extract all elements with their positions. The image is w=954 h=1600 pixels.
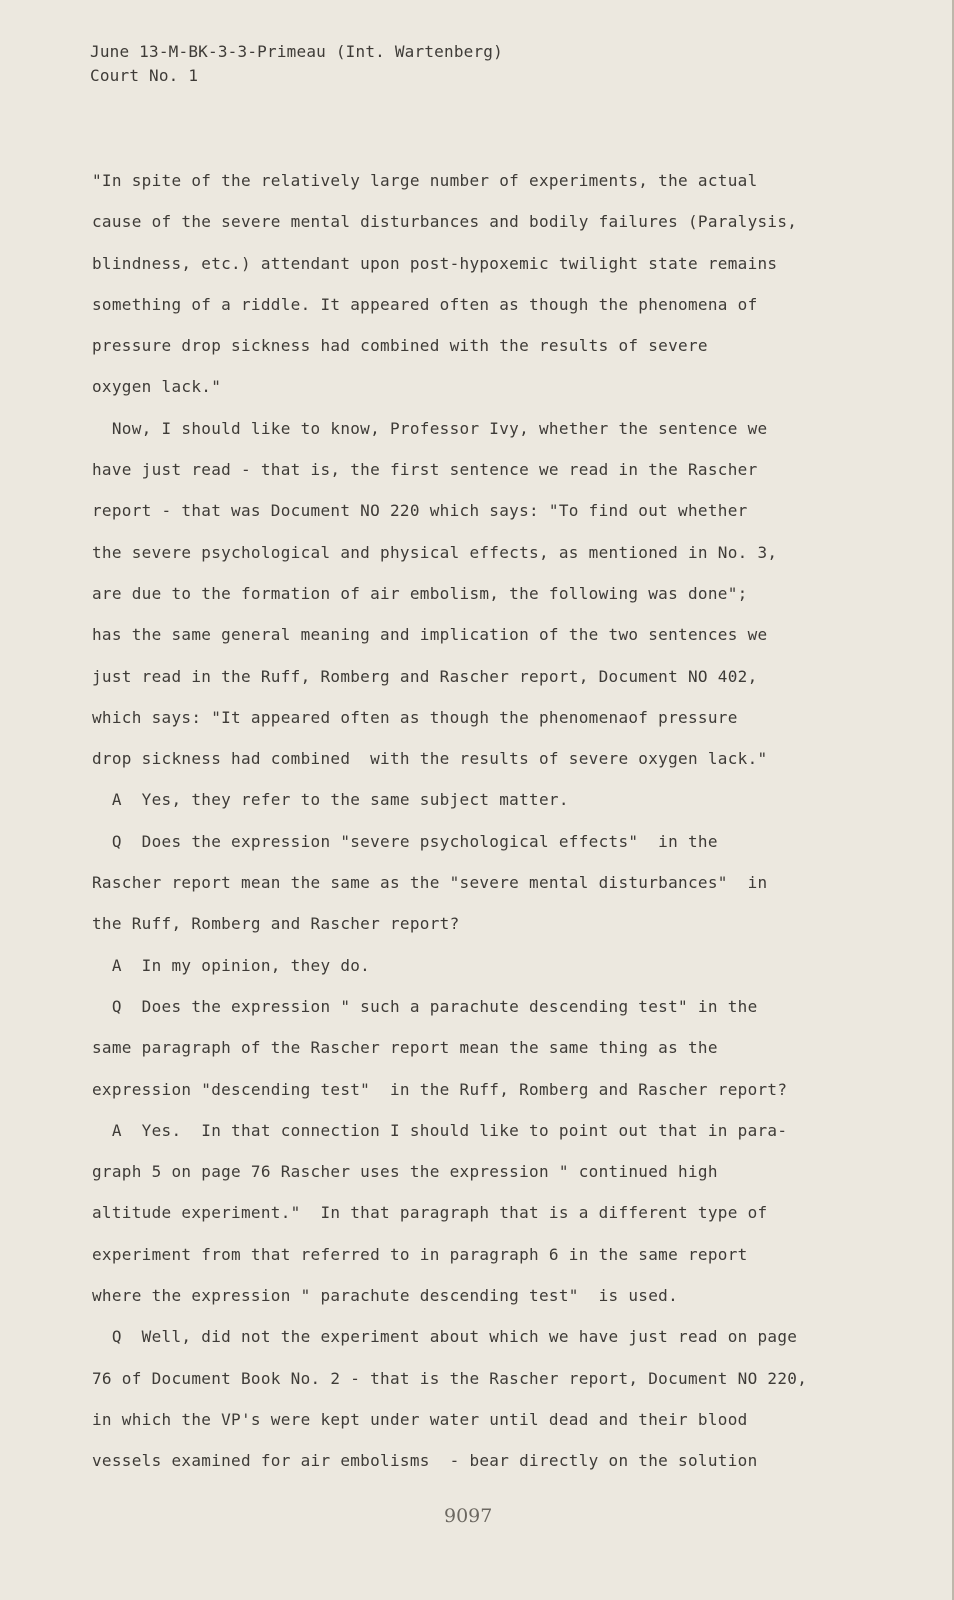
- page-number: 9097: [444, 1505, 493, 1527]
- transcript-line: altitude experiment." In that paragraph that is a different type of: [92, 1203, 768, 1223]
- transcript-line: something of a riddle. It appeared often as though the phenomena of: [92, 294, 758, 314]
- transcript-line: in which the VP's were kept under water until dead and their blood: [92, 1409, 748, 1429]
- transcript-line: have just read - that is, the first sentence we read in the Rascher: [92, 460, 758, 480]
- transcript-line: where the expression " parachute descending test" is used.: [92, 1286, 679, 1306]
- header-session-line: June 13-M-BK-3-3-Primeau (Int. Wartenberg): [90, 42, 503, 61]
- transcript-line: blindness, etc.) attendant upon post-hypoxemic twilight state remains: [92, 253, 778, 273]
- transcript-line: drop sickness had combined with the results of severe oxygen lack.": [92, 749, 768, 769]
- transcript-line: experiment from that referred to in paragraph 6 in the same report: [92, 1244, 748, 1264]
- transcript-line: are due to the formation of air embolism, the following was done";: [92, 583, 748, 603]
- transcript-line: pressure drop sickness had combined with the results of severe: [92, 336, 708, 356]
- transcript-line: which says: "It appeared often as though the phenomenaof pressure: [92, 707, 738, 727]
- transcript-line: Now, I should like to know, Professor Ivy, whether the sentence we: [92, 418, 768, 438]
- transcript-line: A Yes. In that connection I should like to point out that in para-: [92, 1120, 788, 1140]
- transcript-line: the severe psychological and physical effects, as mentioned in No. 3,: [92, 542, 778, 562]
- transcript-line: Q Does the expression " such a parachute descending test" in the: [92, 996, 758, 1016]
- transcript-line: A In my opinion, they do.: [92, 955, 371, 975]
- transcript-line: has the same general meaning and implication of the two sentences we: [92, 625, 768, 645]
- transcript-line: cause of the severe mental disturbances and bodily failures (Paralysis,: [92, 212, 798, 232]
- transcript-line: graph 5 on page 76 Rascher uses the expression " continued high: [92, 1162, 718, 1182]
- transcript-body: [92, 160, 872, 1482]
- transcript-line: oxygen lack.": [92, 377, 222, 397]
- transcript-line: Rascher report mean the same as the "severe mental disturbances" in: [92, 873, 768, 893]
- transcript-line: Q Does the expression "severe psychological effects" in the: [92, 831, 718, 851]
- transcript-line: vessels examined for air embolisms - bear directly on the solution: [92, 1451, 758, 1471]
- transcript-line: 76 of Document Book No. 2 - that is the Rascher report, Document NO 220,: [92, 1368, 808, 1388]
- transcript-line: same paragraph of the Rascher report mean the same thing as the: [92, 1038, 718, 1058]
- transcript-line: expression "descending test" in the Ruff, Romberg and Rascher report?: [92, 1079, 788, 1099]
- transcript-line: "In spite of the relatively large number of experiments, the actual: [92, 171, 758, 190]
- document-header: [90, 40, 503, 88]
- transcript-line: the Ruff, Romberg and Rascher report?: [92, 914, 460, 934]
- header-court-line: Court No. 1: [90, 66, 199, 85]
- transcript-line: A Yes, they refer to the same subject matter.: [92, 790, 569, 810]
- transcript-line: report - that was Document NO 220 which says: "To find out whether: [92, 501, 748, 521]
- transcript-line: just read in the Ruff, Romberg and Rascher report, Document NO 402,: [92, 666, 758, 686]
- transcript-line: Q Well, did not the experiment about which we have just read on page: [92, 1327, 798, 1347]
